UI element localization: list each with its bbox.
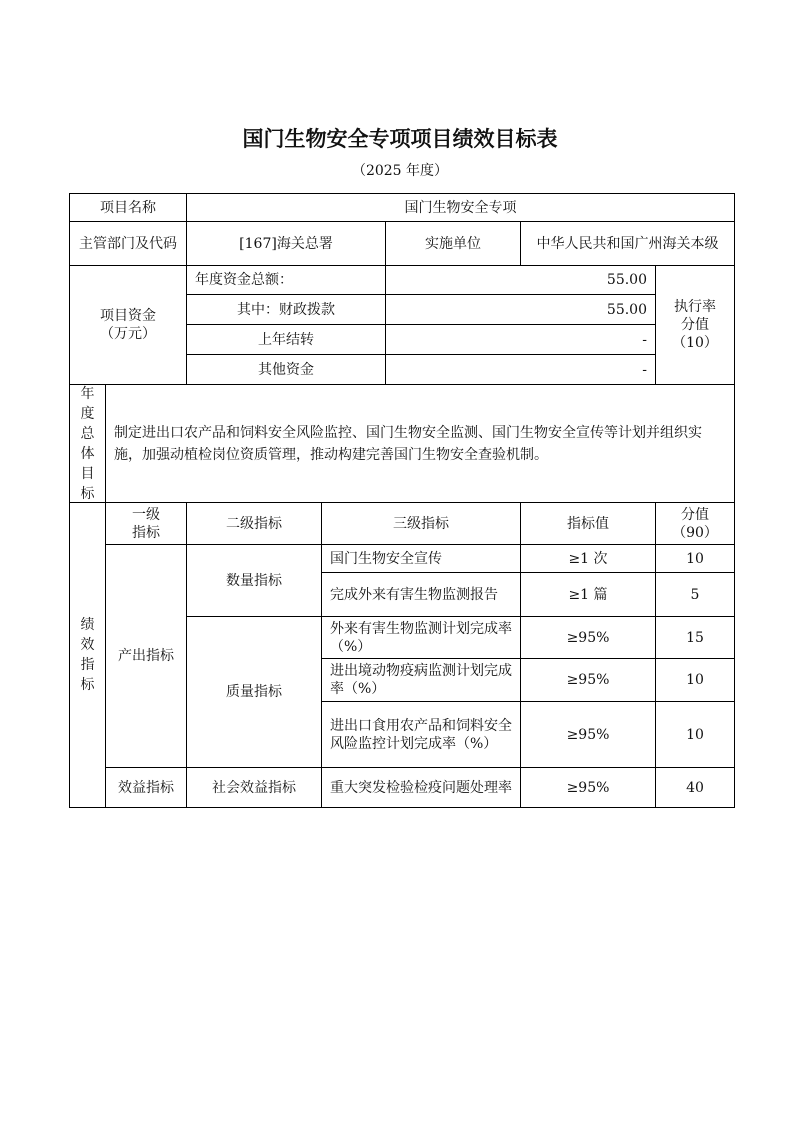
indicator-score: 40: [655, 767, 735, 808]
output-label: 产出指标: [105, 544, 187, 768]
dept-label: 主管部门及代码: [69, 221, 187, 266]
exec-score-label: 执行率分值（10）: [655, 265, 735, 385]
funds-label: 项目资金（万元）: [69, 265, 187, 385]
project-name-value: 国门生物安全专项: [186, 193, 735, 222]
header-score: 分值（90）: [655, 502, 735, 545]
indicator-score: 15: [655, 616, 735, 659]
indicator-name: 进出境动物疫病监测计划完成率（%）: [321, 658, 521, 702]
indicator-score: 5: [655, 572, 735, 617]
funds-other-value: -: [385, 354, 656, 385]
funds-total-value: 55.00: [385, 265, 656, 295]
indicator-name: 完成外来有害生物监测报告: [321, 572, 521, 617]
indicators-label: 绩效指标: [69, 502, 106, 808]
goal-label: 年度总体目标: [69, 384, 106, 503]
indicator-score: 10: [655, 701, 735, 768]
funds-carry-label: 上年结转: [186, 324, 386, 355]
indicator-value: ≥95%: [520, 767, 656, 808]
indicator-name: 外来有害生物监测计划完成率（%）: [321, 616, 521, 659]
indicator-score: 10: [655, 544, 735, 573]
indicator-name: 重大突发检验检疫问题处理率: [321, 767, 521, 808]
indicator-value: ≥1 次: [520, 544, 656, 573]
page-subtitle: （2025 年度）: [351, 163, 449, 179]
indicator-value: ≥95%: [520, 616, 656, 659]
dept-value: [167]海关总署: [186, 221, 386, 266]
funds-fiscal-label: 其中：财政拨款: [186, 294, 386, 325]
quantity-label: 数量指标: [186, 544, 322, 617]
project-name-label: 项目名称: [69, 193, 187, 222]
indicator-value: ≥95%: [520, 701, 656, 768]
indicator-value: ≥1 篇: [520, 572, 656, 617]
social-benefit-label: 社会效益指标: [186, 767, 322, 808]
goal-text: 制定进出口农产品和饲料安全风险监控、国门生物安全监测、国门生物安全宣传等计划并组织实施，加强动植检岗位资质管理，推动构建完善国门生物安全查验机制。: [105, 384, 735, 503]
indicator-name: 进出口食用农产品和饲料安全风险监控计划完成率（%）: [321, 701, 521, 768]
page-title: 国门生物安全专项项目绩效目标表: [242, 127, 558, 151]
quality-label: 质量指标: [186, 616, 322, 768]
header-level3: 三级指标: [321, 502, 521, 545]
benefit-label: 效益指标: [105, 767, 187, 808]
indicator-score: 10: [655, 658, 735, 702]
header-value: 指标值: [520, 502, 656, 545]
funds-other-label: 其他资金: [186, 354, 386, 385]
funds-total-label: 年度资金总额：: [186, 265, 386, 295]
header-level1: 一级指标: [105, 502, 187, 545]
impl-value: 中华人民共和国广州海关本级: [520, 221, 735, 266]
impl-label: 实施单位: [385, 221, 521, 266]
indicator-name: 国门生物安全宣传: [321, 544, 521, 573]
funds-carry-value: -: [385, 324, 656, 355]
header-level2: 二级指标: [186, 502, 322, 545]
funds-fiscal-value: 55.00: [385, 294, 656, 325]
indicator-value: ≥95%: [520, 658, 656, 702]
